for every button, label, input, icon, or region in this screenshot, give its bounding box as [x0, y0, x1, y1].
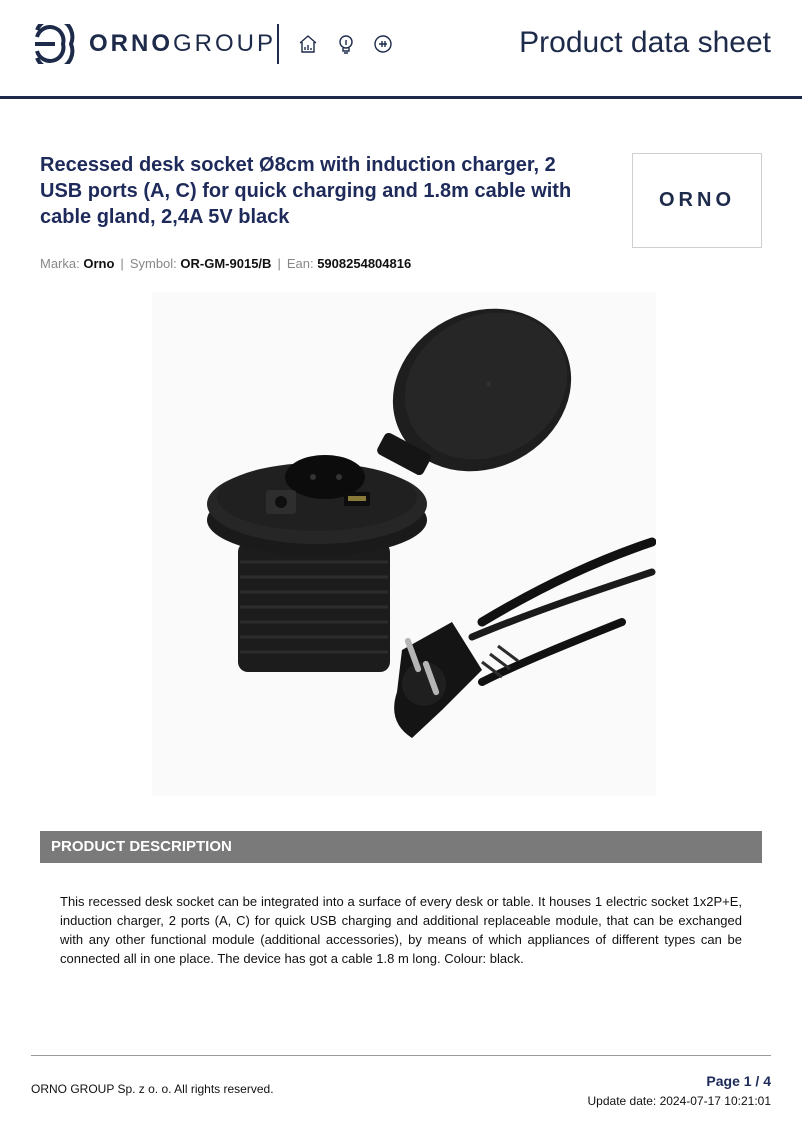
- product-image: [152, 292, 656, 796]
- page-number: Page 1 / 4: [706, 1073, 771, 1089]
- brand-value: Orno: [83, 256, 115, 271]
- logo-wordmark: ORNOGROUP: [89, 30, 277, 57]
- update-date: Update date: 2024-07-17 10:21:01: [587, 1094, 771, 1108]
- ean-value: 5908254804816: [317, 256, 412, 271]
- product-description-header: [40, 831, 762, 863]
- smart-home-icon[interactable]: [297, 33, 319, 55]
- svg-text:×: ×: [485, 377, 493, 391]
- power-plug-icon[interactable]: [372, 33, 394, 55]
- brand-label: Marka:: [40, 256, 80, 271]
- brand-logo-text: ORNO: [659, 189, 735, 211]
- orno-group-logo[interactable]: [33, 24, 276, 64]
- header-rule: [0, 96, 802, 99]
- product-title: Recessed desk socket Ø8cm with induction charger, 2 USB ports (A, C) for quick charging and 1.8m cable with cable gland, 2,4A 5V black: [40, 154, 572, 228]
- footer-rule: [31, 1055, 771, 1056]
- copyright: ORNO GROUP Sp. z o. o. All rights reserved.: [31, 1082, 274, 1096]
- product-meta: Marka: Orno | Symbol: OR-GM-9015/B | Ean: 5908254804816: [40, 256, 412, 271]
- orno-swirl-icon: [33, 24, 75, 64]
- product-description: This recessed desk socket can be integrated into a surface of every desk or table. It houses 1 electric socket 1x2P+E, induction charger, 2 ports (A, C) for quick USB charging and additional replaceable module, that can be exchanged with any other functional module (additional accessories), by means of which appliances of different types can be connected all in one place. The device has got a cable 1.8 m long. Colour: black.: [60, 894, 742, 966]
- light-bulb-icon[interactable]: [335, 33, 357, 55]
- brand-logo-box: [632, 153, 762, 248]
- symbol-label: Symbol:: [129, 256, 177, 271]
- header-divider: [277, 24, 279, 64]
- page-header: [0, 0, 802, 97]
- ean-label: Ean:: [286, 256, 314, 271]
- sheet-title: Product data sheet: [519, 26, 771, 59]
- symbol-value: OR-GM-9015/B: [180, 256, 272, 271]
- section-heading: PRODUCT DESCRIPTION: [51, 838, 232, 855]
